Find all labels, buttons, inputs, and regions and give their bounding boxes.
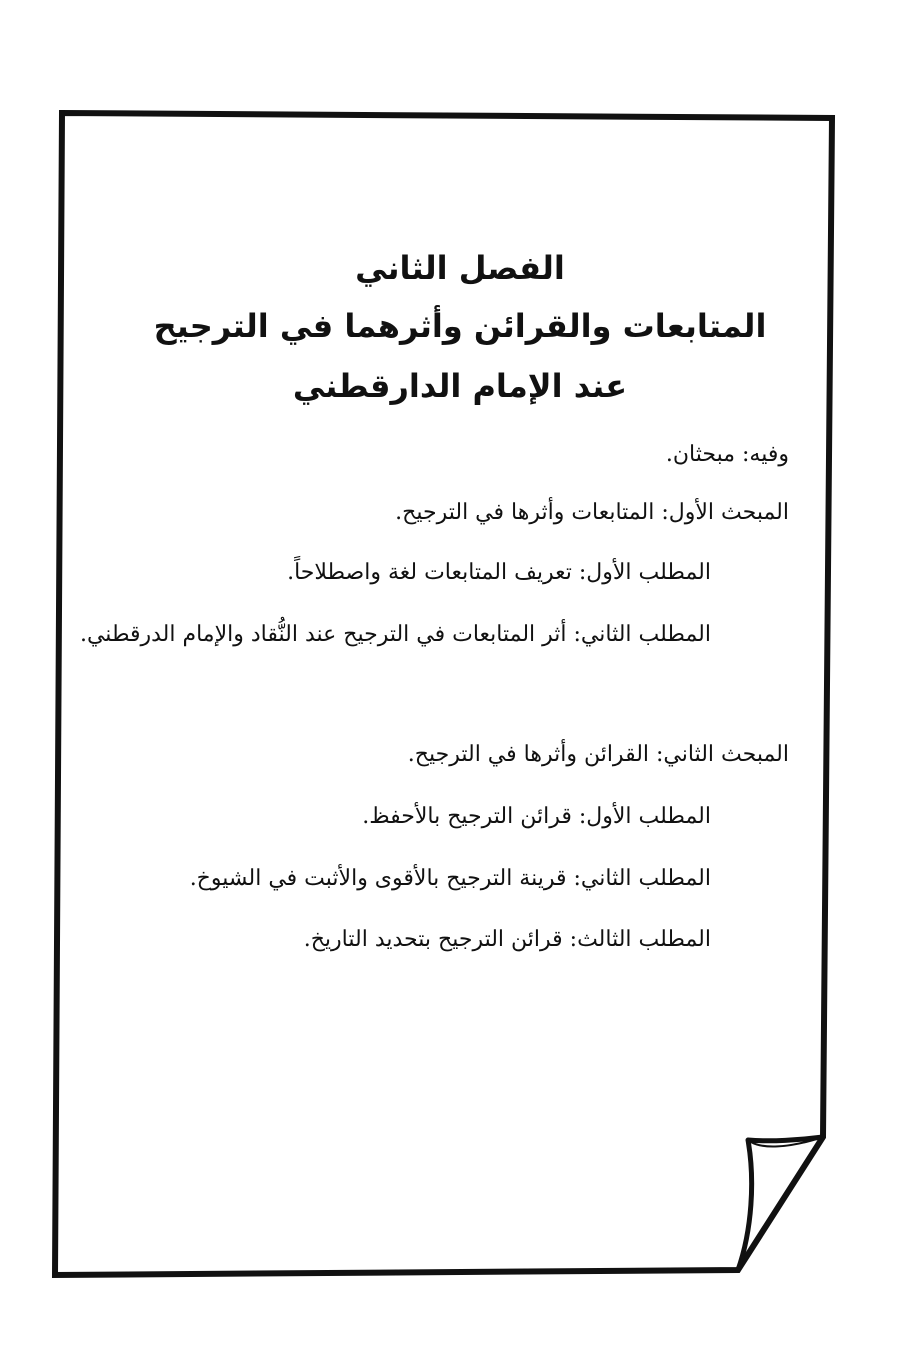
section1-item-1: المطلب الأول: تعريف المتابعات لغة واصطلاحاً. — [287, 560, 711, 585]
chapter-subtitle-line2: عند الإمام الدارقطني — [292, 367, 628, 405]
section2-item-3: المطلب الثالث: قرائن الترجيح بتحديد التاريخ. — [303, 927, 711, 952]
section2-item-1: المطلب الأول: قرائن الترجيح بالأحفظ. — [362, 804, 711, 829]
section2-title: المبحث الثاني: القرائن وأثرها في الترجيح. — [407, 742, 789, 767]
section1-title: المبحث الأول: المتابعات وأثرها في الترجيح. — [395, 500, 789, 525]
section2-item-2: المطلب الثاني: قرينة الترجيح بالأقوى والأثبت في الشيوخ. — [189, 866, 711, 891]
intro-line: وفيه: مبحثان. — [665, 442, 789, 467]
chapter-subtitle-line1: المتابعات والقرائن وأثرهما في الترجيح — [153, 307, 767, 345]
chapter-title: الفصل الثاني — [355, 249, 565, 287]
section1-item-2: المطلب الثاني: أثر المتابعات في الترجيح عند النُّقاد والإمام الدرقطني. — [79, 622, 711, 647]
